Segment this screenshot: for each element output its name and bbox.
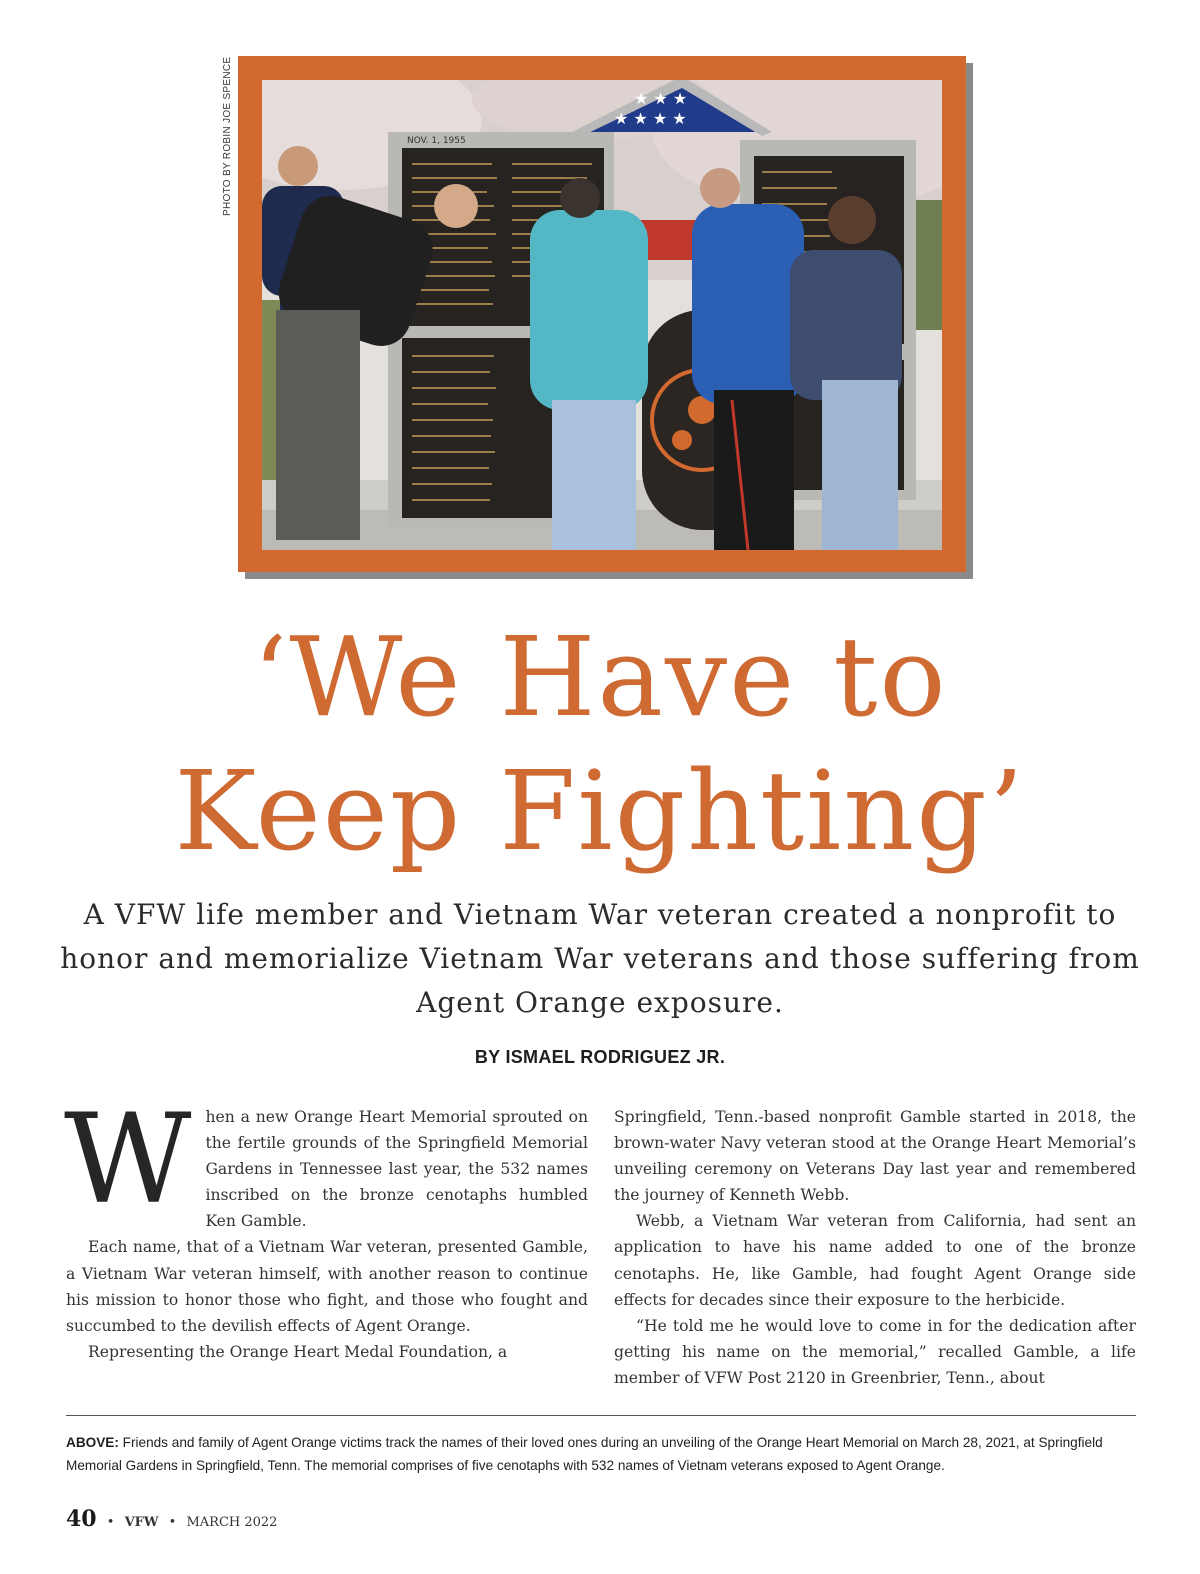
photo-frame — [238, 56, 966, 572]
photo-caption — [66, 1431, 1136, 1477]
magazine-name: VFW — [124, 1515, 159, 1530]
plaque-date: NOV. 1, 1955 — [407, 136, 466, 146]
page-footer — [66, 1506, 277, 1532]
body-column-right — [614, 1104, 1136, 1391]
body-paragraph: hen a new Orange Heart Memorial sprouted on the fertile grounds of the Springfield Memorial Gardens in Tennessee last year, the 532 names inscribed on the bronze cenotaphs humbled Ken Gamble. — [205, 1108, 588, 1231]
caption-text: Friends and family of Agent Orange victims track the names of their loved ones during an unveiling of the Orange Heart Memorial on March 28, 2021, at Springfield Memorial Gardens in Springfield, Tenn. The memorial comprises of five cenotaphs with 532 names of Vietnam veterans exposed to Agent Orange. — [66, 1435, 1103, 1473]
body-paragraph: Webb, a Vietnam War veteran from California, had sent an application to have his name added to one of the bronze cenotaphs. He, like Gamble, had fought Agent Orange side effects for decades since their exposure to the herbicide. — [614, 1212, 1136, 1309]
headline-line-1: ‘We Have to — [252, 613, 948, 741]
page-number: 40 — [66, 1506, 97, 1532]
article-deck: A VFW life member and Vietnam War veteran created a nonprofit to honor and memorialize Vietnam War veterans and those suffering from Agent Orange exposure. — [60, 898, 1140, 1019]
memorial-photo — [262, 80, 942, 550]
footer-separator: • — [168, 1515, 177, 1530]
article-headline — [0, 610, 1200, 878]
footer-separator: • — [106, 1515, 115, 1530]
caption-label: ABOVE: — [66, 1435, 119, 1450]
drop-cap: W — [64, 1088, 192, 1232]
memorial-photo-illustration — [262, 80, 942, 550]
svg-text:★ ★ ★: ★ ★ ★ — [634, 89, 688, 108]
caption-divider — [66, 1415, 1136, 1416]
article-byline: BY ISMAEL RODRIGUEZ JR. — [474, 1047, 726, 1067]
body-paragraph: Representing the Orange Heart Medal Foundation, a — [88, 1342, 508, 1361]
body-column-left — [64, 1088, 588, 1365]
svg-text:★ ★ ★ ★: ★ ★ ★ ★ — [614, 109, 687, 128]
body-paragraph: “He told me he would love to come in for the dedication after getting his name on the memorial,” recalled Gamble, a life member of VFW Post 2120 in Greenbrier, Tenn., about — [614, 1316, 1136, 1387]
photo-credit: PHOTO BY ROBIN JOE SPENCE — [222, 56, 233, 216]
issue-date: MARCH 2022 — [186, 1515, 278, 1530]
body-paragraph: Springfield, Tenn.-based nonprofit Gamble started in 2018, the brown-water Navy veteran stood at the Orange Heart Memorial’s unveiling ceremony on Veterans Day last year and remembered the journey of Kenneth Webb. — [614, 1108, 1136, 1205]
headline-line-2: Keep Fighting’ — [174, 747, 1026, 875]
body-paragraph: Each name, that of a Vietnam War veteran, presented Gamble, a Vietnam War veteran himself, with another reason to continue his mission to honor those who fight, and those who fought and succumbed to the devilish effects of Agent Orange. — [66, 1238, 588, 1335]
